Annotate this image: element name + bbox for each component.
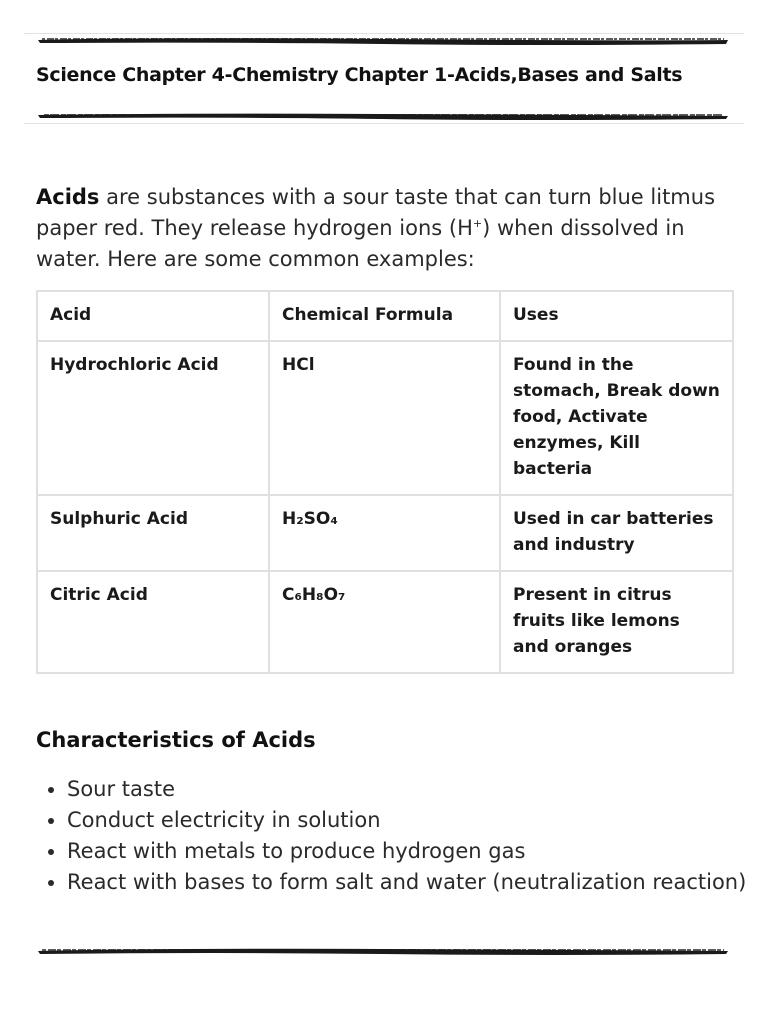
list-item: • React with metals to produce hydrogen gas (67, 836, 747, 867)
brush-divider-under-title (36, 110, 730, 122)
title-hairline (24, 123, 744, 124)
characteristics-list (36, 774, 747, 898)
characteristics-heading: Characteristics of Acids (36, 728, 316, 752)
column-header-acid: Acid (37, 291, 269, 341)
acids-table (36, 290, 734, 674)
formula-cell: H₂SO₄ (269, 495, 500, 571)
acids-term: Acids (36, 185, 100, 209)
list-item: • Sour taste (67, 774, 747, 805)
column-header-uses: Uses (500, 291, 733, 341)
table-row (37, 341, 733, 495)
list-item: • React with bases to form salt and water (neutralization reaction) (67, 867, 747, 898)
brush-divider-bottom (36, 945, 730, 957)
acid-name-cell: Hydrochloric Acid (37, 341, 269, 495)
uses-cell: Used in car batteries and industry (500, 495, 733, 571)
intro-paragraph (36, 182, 736, 275)
uses-cell: Found in the stomach, Break down food, Activate enzymes, Kill bacteria (500, 341, 733, 495)
intro-text: are substances with a sour taste that can turn blue litmus paper red. They release hydrogen ions (H (36, 185, 716, 240)
page-title: Science Chapter 4-Chemistry Chapter 1-Acids,Bases and Salts (36, 64, 683, 86)
acid-name-cell: Citric Acid (37, 571, 269, 673)
formula-cell: C₆H₈O₇ (269, 571, 500, 673)
acid-name-cell: Sulphuric Acid (37, 495, 269, 571)
brush-divider-top (36, 35, 730, 47)
intro-text-end: ) when dissolved in water. Here are some common examples: (36, 216, 685, 271)
top-hairline (24, 33, 744, 34)
list-item: • Conduct electricity in solution (67, 805, 747, 836)
column-header-formula: Chemical Formula (269, 291, 500, 341)
table-header-row (37, 291, 733, 341)
uses-cell: Present in citrus fruits like lemons and oranges (500, 571, 733, 673)
table-row (37, 571, 733, 673)
table-row (37, 495, 733, 571)
formula-cell: HCl (269, 341, 500, 495)
ion-charge: + (472, 217, 483, 230)
